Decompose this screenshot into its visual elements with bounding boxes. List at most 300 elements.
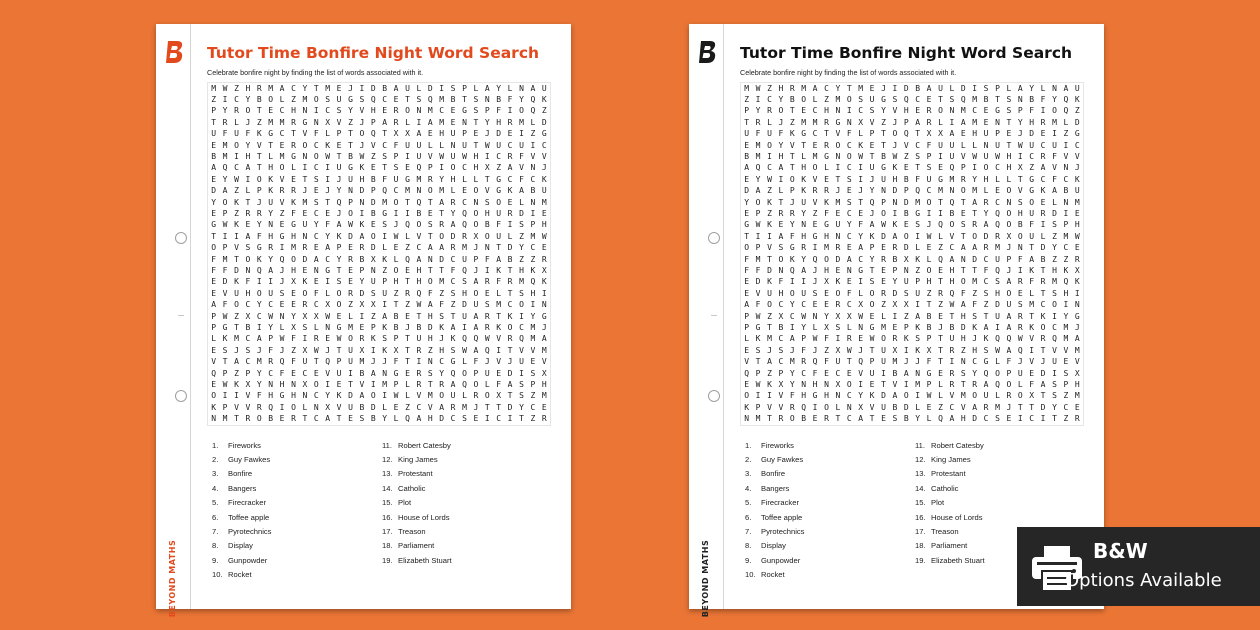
grid-letter: L bbox=[995, 174, 1000, 184]
grid-letter: M bbox=[938, 186, 943, 196]
grid-letter: M bbox=[1074, 197, 1080, 207]
grid-letter: Y bbox=[1052, 95, 1057, 105]
grid-letter: F bbox=[291, 334, 296, 344]
grid-letter: M bbox=[222, 254, 228, 264]
grid-letter: O bbox=[370, 231, 376, 241]
grid-letter: A bbox=[450, 323, 456, 333]
grid-letter: Z bbox=[234, 209, 239, 219]
grid-letter: E bbox=[405, 266, 410, 276]
grid-letter: P bbox=[995, 129, 1000, 139]
grid-letter: H bbox=[462, 288, 467, 298]
grid-letter: F bbox=[256, 391, 262, 401]
word-text: Toffee apple bbox=[761, 512, 803, 522]
grid-letter: O bbox=[983, 163, 989, 173]
grid-letter: A bbox=[393, 83, 399, 93]
grid-letter: W bbox=[881, 220, 886, 230]
grid-letter: E bbox=[938, 163, 943, 173]
grid-letter: D bbox=[541, 117, 547, 127]
grid-letter: H bbox=[983, 174, 989, 184]
grid-letter: M bbox=[960, 106, 966, 116]
grid-letter: P bbox=[473, 368, 479, 378]
grid-letter: J bbox=[789, 345, 795, 355]
grid-letter: U bbox=[1052, 357, 1057, 367]
word-number: 19. bbox=[382, 555, 393, 565]
grid-letter: O bbox=[348, 209, 353, 219]
grid-letter: H bbox=[801, 163, 807, 173]
grid-letter: P bbox=[1006, 368, 1012, 378]
grid-letter: Z bbox=[541, 106, 547, 116]
grid-letter: B bbox=[359, 368, 365, 378]
grid-letter: V bbox=[960, 152, 966, 162]
grid-letter: F bbox=[1052, 174, 1057, 184]
grid-letter: R bbox=[234, 106, 239, 116]
grid-letter: U bbox=[348, 345, 353, 355]
word-number: 9. bbox=[212, 555, 219, 565]
grid-letter: D bbox=[450, 231, 456, 241]
grid-letter: Y bbox=[484, 117, 490, 127]
word-number: 4. bbox=[212, 483, 219, 493]
grid-letter: T bbox=[1052, 414, 1057, 424]
grid-letter: O bbox=[789, 414, 795, 424]
grid-letter: T bbox=[439, 266, 445, 276]
grid-letter: Q bbox=[370, 95, 376, 105]
grid-letter: K bbox=[744, 402, 750, 412]
grid-letter: O bbox=[519, 300, 524, 310]
grid-letter: E bbox=[348, 414, 353, 424]
grid-letter: O bbox=[778, 254, 784, 264]
grid-letter: T bbox=[382, 163, 388, 173]
grid-letter: A bbox=[1063, 83, 1069, 93]
grid-letter: H bbox=[473, 163, 479, 173]
word-text: Fireworks bbox=[761, 440, 794, 450]
grid-letter: Q bbox=[325, 357, 331, 367]
grid-letter: H bbox=[393, 277, 399, 287]
grid-letter: C bbox=[496, 152, 502, 162]
grid-letter: Y bbox=[325, 231, 331, 241]
grid-letter: K bbox=[903, 334, 909, 344]
grid-letter: N bbox=[211, 414, 217, 424]
grid-letter: E bbox=[824, 288, 829, 298]
grid-letter: Z bbox=[767, 186, 772, 196]
grid-letter: Y bbox=[439, 368, 445, 378]
grid-letter: J bbox=[835, 186, 841, 196]
grid-letter: Y bbox=[835, 83, 841, 93]
grid-letter: U bbox=[869, 368, 875, 378]
grid-letter: X bbox=[824, 277, 829, 287]
word-text: Plot bbox=[398, 498, 412, 508]
grid-letter: I bbox=[1040, 106, 1046, 116]
grid-letter: V bbox=[234, 243, 239, 253]
grid-letter: G bbox=[541, 311, 547, 321]
grid-letter: T bbox=[755, 357, 761, 367]
grid-letter: L bbox=[279, 323, 285, 333]
grid-letter: A bbox=[370, 368, 376, 378]
grid-letter: F bbox=[824, 334, 829, 344]
word-list bbox=[212, 438, 552, 582]
grid-letter: W bbox=[949, 300, 955, 310]
grid-letter: R bbox=[484, 323, 490, 333]
grid-letter: M bbox=[325, 83, 331, 93]
grid-letter: E bbox=[744, 140, 750, 150]
grid-letter: S bbox=[462, 277, 467, 287]
grid-letter: Y bbox=[519, 243, 524, 253]
grid-letter: U bbox=[370, 277, 376, 287]
grid-letter: V bbox=[359, 380, 365, 390]
grid-letter: M bbox=[462, 402, 467, 412]
grid-letter: S bbox=[858, 95, 864, 105]
grid-letter: G bbox=[325, 266, 331, 276]
grid-letter: F bbox=[268, 345, 274, 355]
grid-letter: I bbox=[1074, 288, 1080, 298]
grid-letter: C bbox=[1063, 174, 1069, 184]
grid-letter: L bbox=[245, 186, 251, 196]
grid-letter: B bbox=[507, 254, 513, 264]
grid-letter: L bbox=[858, 288, 864, 298]
grid-letter: T bbox=[416, 311, 422, 321]
grid-letter: R bbox=[450, 402, 456, 412]
grid-letter: D bbox=[370, 197, 376, 207]
grid-letter: S bbox=[313, 197, 319, 207]
grid-letter: K bbox=[767, 277, 772, 287]
grid-letter: L bbox=[279, 95, 285, 105]
grid-letter: Y bbox=[496, 83, 502, 93]
grid-letter: C bbox=[949, 243, 955, 253]
grid-letter: P bbox=[530, 380, 536, 390]
grid-letter: T bbox=[983, 311, 989, 321]
grid-letter: E bbox=[1074, 402, 1080, 412]
grid-letter: C bbox=[858, 106, 864, 116]
grid-letter: L bbox=[926, 414, 932, 424]
margin-line bbox=[190, 24, 191, 609]
grid-letter: R bbox=[348, 288, 353, 298]
grid-letter: T bbox=[234, 414, 239, 424]
grid-letter: W bbox=[995, 152, 1000, 162]
grid-letter: S bbox=[302, 323, 308, 333]
grid-letter: D bbox=[1040, 243, 1046, 253]
grid-letter: V bbox=[496, 357, 502, 367]
grid-letter: E bbox=[926, 243, 932, 253]
grid-letter: Q bbox=[1006, 334, 1012, 344]
grid-letter: B bbox=[348, 152, 353, 162]
grid-letter: T bbox=[313, 357, 319, 367]
grid-letter: H bbox=[892, 174, 898, 184]
grid-letter: N bbox=[1063, 197, 1069, 207]
grid-letter: E bbox=[313, 243, 319, 253]
grid-letter: I bbox=[835, 334, 841, 344]
grid-letter: F bbox=[519, 174, 524, 184]
grid-letter: Z bbox=[405, 243, 410, 253]
grid-letter: Z bbox=[279, 209, 285, 219]
grid-letter: E bbox=[336, 380, 342, 390]
grid-letter: P bbox=[881, 197, 886, 207]
beyond-logo-icon bbox=[165, 40, 185, 64]
grid-letter: I bbox=[234, 391, 239, 401]
grid-letter: Q bbox=[789, 266, 795, 276]
grid-letter: O bbox=[507, 323, 513, 333]
grid-letter: C bbox=[519, 323, 524, 333]
grid-letter: I bbox=[484, 266, 490, 276]
grid-letter: P bbox=[926, 152, 932, 162]
grid-letter: N bbox=[382, 368, 388, 378]
grid-letter: M bbox=[222, 414, 228, 424]
grid-letter: Y bbox=[789, 380, 795, 390]
grid-letter: Z bbox=[439, 288, 445, 298]
grid-letter: A bbox=[439, 197, 445, 207]
word-number: 19. bbox=[915, 555, 926, 565]
grid-letter: H bbox=[541, 380, 547, 390]
grid-letter: N bbox=[1052, 83, 1057, 93]
grid-letter: T bbox=[1040, 266, 1046, 276]
grid-letter: P bbox=[926, 380, 932, 390]
grid-letter: M bbox=[348, 323, 353, 333]
grid-letter: F bbox=[1029, 220, 1035, 230]
grid-letter: O bbox=[812, 163, 818, 173]
grid-letter: T bbox=[496, 243, 502, 253]
grid-letter: O bbox=[744, 243, 750, 253]
grid-letter: S bbox=[519, 220, 524, 230]
grid-letter: T bbox=[835, 414, 841, 424]
grid-letter: U bbox=[268, 288, 274, 298]
grid-letter: H bbox=[496, 117, 502, 127]
grid-letter: M bbox=[279, 117, 285, 127]
grid-letter: U bbox=[995, 140, 1000, 150]
grid-letter: F bbox=[393, 357, 399, 367]
badge-subtitle: Options Available bbox=[1065, 570, 1222, 591]
grid-letter: C bbox=[858, 254, 864, 264]
grid-letter: O bbox=[846, 152, 852, 162]
grid-letter: F bbox=[245, 277, 251, 287]
word-number: 10. bbox=[212, 570, 223, 580]
grid-letter: J bbox=[484, 357, 490, 367]
grid-letter: M bbox=[915, 197, 921, 207]
grid-letter: L bbox=[473, 174, 479, 184]
grid-letter: C bbox=[1063, 243, 1069, 253]
grid-letter: T bbox=[1029, 402, 1035, 412]
grid-letter: V bbox=[960, 402, 966, 412]
word-text: Treason bbox=[398, 527, 426, 537]
grid-letter: X bbox=[846, 311, 852, 321]
grid-letter: Q bbox=[279, 357, 285, 367]
grid-letter: O bbox=[211, 243, 217, 253]
bw-options-badge bbox=[1017, 527, 1260, 606]
grid-letter: C bbox=[767, 163, 772, 173]
grid-letter: Z bbox=[938, 402, 943, 412]
grid-letter: T bbox=[348, 140, 353, 150]
grid-letter: Q bbox=[995, 209, 1000, 219]
grid-letter: C bbox=[507, 140, 513, 150]
grid-letter: L bbox=[938, 391, 943, 401]
grid-letter: Z bbox=[256, 117, 262, 127]
grid-letter: T bbox=[938, 197, 943, 207]
grid-letter: R bbox=[405, 288, 410, 298]
grid-letter: M bbox=[541, 345, 547, 355]
grid-letter: E bbox=[892, 323, 898, 333]
grid-letter: W bbox=[755, 220, 761, 230]
grid-letter: J bbox=[507, 357, 513, 367]
grid-letter: S bbox=[245, 243, 251, 253]
grid-letter: I bbox=[530, 140, 536, 150]
grid-letter: P bbox=[1063, 380, 1069, 390]
grid-letter: C bbox=[995, 197, 1000, 207]
grid-letter: C bbox=[393, 186, 399, 196]
grid-letter: N bbox=[268, 380, 274, 390]
grid-letter: P bbox=[359, 266, 365, 276]
grid-letter: R bbox=[359, 334, 365, 344]
grid-letter: B bbox=[496, 95, 502, 105]
grid-letter: T bbox=[1029, 243, 1035, 253]
grid-letter: A bbox=[915, 311, 921, 321]
grid-letter: N bbox=[846, 402, 852, 412]
grid-letter: U bbox=[348, 174, 353, 184]
grid-letter: U bbox=[949, 140, 955, 150]
grid-letter: P bbox=[268, 334, 274, 344]
grid-letter: M bbox=[1063, 334, 1069, 344]
grid-letter: M bbox=[949, 174, 955, 184]
grid-letter: L bbox=[450, 186, 456, 196]
grid-letter: F bbox=[496, 106, 502, 116]
grid-letter: O bbox=[462, 368, 467, 378]
grid-letter: C bbox=[439, 106, 445, 116]
grid-letter: R bbox=[439, 380, 445, 390]
grid-letter: J bbox=[1006, 266, 1012, 276]
grid-letter: K bbox=[359, 163, 365, 173]
grid-letter: V bbox=[541, 357, 547, 367]
grid-letter: L bbox=[519, 197, 524, 207]
grid-letter: D bbox=[835, 254, 841, 264]
grid-letter: Q bbox=[268, 402, 274, 412]
grid-letter: T bbox=[972, 209, 978, 219]
grid-letter: V bbox=[1074, 152, 1080, 162]
grid-letter: E bbox=[291, 174, 296, 184]
grid-letter: S bbox=[1052, 220, 1057, 230]
grid-letter: R bbox=[892, 243, 898, 253]
grid-letter: K bbox=[915, 254, 921, 264]
word-list-item bbox=[915, 438, 1085, 452]
grid-letter: Z bbox=[789, 117, 795, 127]
grid-letter: L bbox=[484, 380, 490, 390]
grid-letter: A bbox=[801, 266, 807, 276]
grid-letter: U bbox=[416, 152, 422, 162]
grid-letter: I bbox=[348, 368, 353, 378]
grid-letter: A bbox=[869, 220, 875, 230]
grid-letter: D bbox=[972, 414, 978, 424]
grid-letter: G bbox=[789, 243, 795, 253]
grid-letter: C bbox=[245, 300, 251, 310]
grid-letter: A bbox=[268, 266, 274, 276]
word-text: Rocket bbox=[761, 570, 785, 580]
grid-letter: F bbox=[846, 129, 852, 139]
grid-letter: E bbox=[812, 300, 818, 310]
grid-letter: Z bbox=[767, 311, 772, 321]
grid-letter: E bbox=[846, 186, 852, 196]
grid-letter: N bbox=[915, 368, 921, 378]
grid-letter: A bbox=[473, 311, 479, 321]
grid-letter: T bbox=[789, 152, 795, 162]
grid-letter: U bbox=[519, 140, 524, 150]
grid-letter: E bbox=[960, 129, 966, 139]
grid-letter: D bbox=[211, 186, 217, 196]
grid-letter: K bbox=[1074, 277, 1080, 287]
punch-hole bbox=[175, 232, 187, 244]
grid-letter: J bbox=[325, 186, 331, 196]
grid-letter: V bbox=[1029, 357, 1035, 367]
grid-letter: Z bbox=[530, 254, 536, 264]
grid-letter: M bbox=[256, 357, 262, 367]
grid-letter: O bbox=[1006, 209, 1012, 219]
grid-letter: Q bbox=[416, 163, 422, 173]
grid-letter: O bbox=[256, 414, 262, 424]
grid-letter: U bbox=[336, 368, 342, 378]
grid-letter: S bbox=[325, 95, 331, 105]
grid-letter: R bbox=[938, 288, 943, 298]
grid-letter: Q bbox=[1063, 277, 1069, 287]
grid-letter: S bbox=[313, 174, 319, 184]
grid-letter: F bbox=[778, 129, 784, 139]
margin-tick bbox=[178, 315, 184, 316]
grid-letter: R bbox=[1074, 254, 1080, 264]
grid-letter: U bbox=[234, 288, 239, 298]
grid-letter: A bbox=[427, 117, 433, 127]
grid-letter: D bbox=[903, 83, 909, 93]
word-text: Firecracker bbox=[761, 498, 799, 508]
grid-letter: O bbox=[1006, 288, 1012, 298]
grid-letter: T bbox=[744, 117, 750, 127]
grid-letter: R bbox=[949, 345, 955, 355]
grid-letter: F bbox=[789, 231, 795, 241]
grid-letter: N bbox=[903, 266, 909, 276]
grid-letter: X bbox=[892, 345, 898, 355]
word-number: 3. bbox=[745, 469, 752, 479]
grid-letter: I bbox=[812, 243, 818, 253]
grid-letter: N bbox=[473, 197, 479, 207]
grid-letter: E bbox=[302, 266, 308, 276]
grid-letter: C bbox=[530, 174, 536, 184]
grid-letter: H bbox=[1074, 380, 1080, 390]
grid-letter: C bbox=[313, 209, 319, 219]
grid-letter: T bbox=[1017, 174, 1023, 184]
grid-letter: P bbox=[336, 357, 342, 367]
grid-letter: D bbox=[427, 83, 433, 93]
grid-letter: K bbox=[1074, 174, 1080, 184]
grid-letter: A bbox=[983, 323, 989, 333]
grid-letter: A bbox=[234, 357, 239, 367]
grid-letter: A bbox=[789, 334, 795, 344]
worksheet-colour bbox=[156, 24, 571, 617]
grid-letter: Y bbox=[846, 220, 852, 230]
grid-letter: G bbox=[279, 391, 285, 401]
grid-letter: F bbox=[291, 209, 296, 219]
grid-letter: Z bbox=[938, 300, 943, 310]
grid-letter: A bbox=[1006, 345, 1012, 355]
grid-letter: E bbox=[462, 186, 467, 196]
word-list-item bbox=[382, 553, 552, 567]
grid-letter: M bbox=[302, 197, 308, 207]
grid-letter: B bbox=[949, 323, 955, 333]
grid-letter: P bbox=[222, 209, 228, 219]
grid-letter: P bbox=[755, 243, 761, 253]
grid-letter: C bbox=[1074, 140, 1080, 150]
grid-letter: H bbox=[824, 106, 829, 116]
grid-letter: P bbox=[211, 106, 217, 116]
grid-letter: N bbox=[530, 163, 536, 173]
grid-letter: M bbox=[972, 277, 978, 287]
grid-letter: W bbox=[222, 380, 228, 390]
grid-letter: H bbox=[972, 129, 978, 139]
grid-letter: O bbox=[846, 95, 852, 105]
grid-letter: I bbox=[325, 380, 331, 390]
grid-letter: U bbox=[1052, 140, 1057, 150]
grid-letter: J bbox=[1006, 243, 1012, 253]
